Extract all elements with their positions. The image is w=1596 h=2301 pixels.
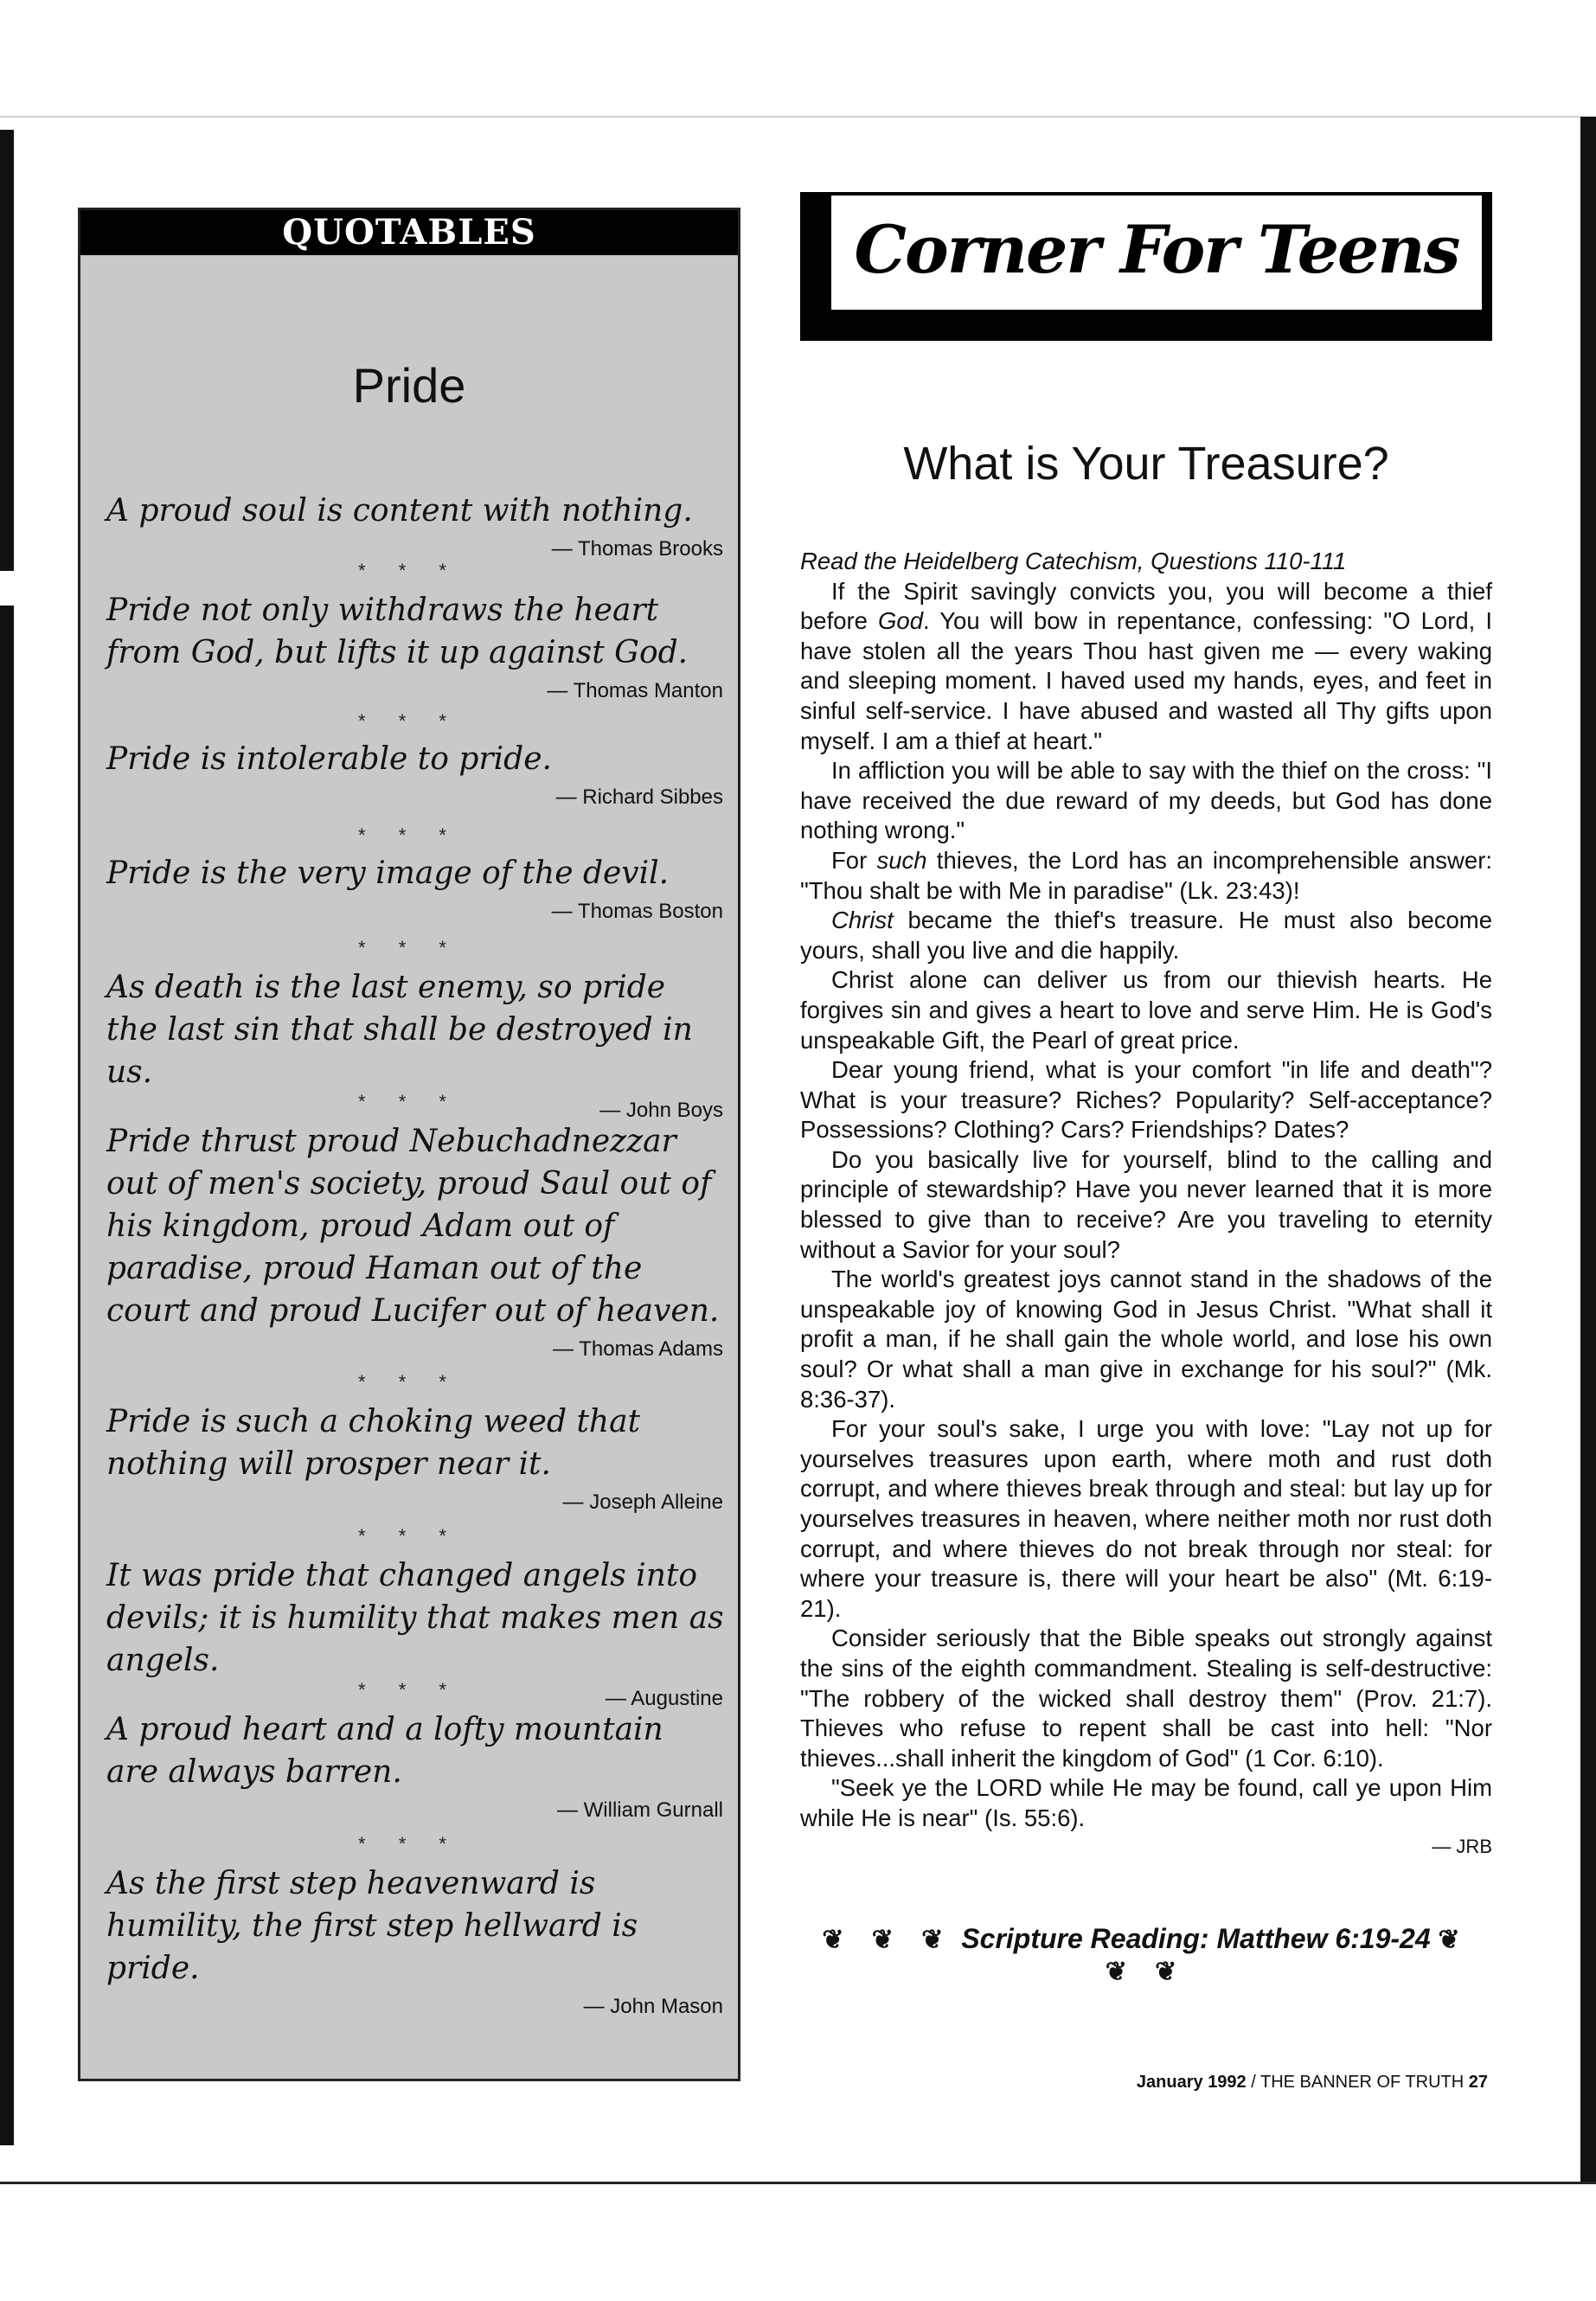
quote-author: — Joseph Alleine	[562, 1490, 723, 1514]
separator-stars: * * *	[358, 710, 460, 732]
quote-author: — John Boys	[599, 1099, 723, 1122]
page-number: 27	[1468, 2073, 1488, 2092]
teens-header-title: Corner For Teens	[854, 211, 1459, 288]
article-paragraph: For your soul's sake, I urge you with love: "Lay not up for yourselves treasures upon earth, where moth and rust doth corrupt, and where thieves break through and steal: but lay up for yourselves treasures in heaven, where neither moth nor rust doth corrupt, and where thieves do not break through nor steal: for where your treasure is, there will your heart be also" (Mt. 6:19-21).	[800, 1415, 1492, 1622]
footer-date: January 1992	[1136, 2073, 1247, 2092]
quote-author: — Thomas Manton	[547, 679, 723, 702]
article-paragraph: Christ alone can deliver us from our thievish hearts. He forgives sin and gives a heart to love and serve Him. He is God's unspeakable Gift, the Pearl of great price.	[800, 966, 1492, 1054]
article-paragraph: For such thieves, the Lord has an incomprehensible answer: "Thou shalt be with Me in paradise" (Lk. 23:43)!	[800, 846, 1492, 904]
quote	[106, 738, 725, 810]
quote-text: A proud heart and a lofty mountain are always barren.	[106, 1712, 663, 1790]
quote-text: As the first step heavenward is humility, the first step hellward is pride.	[106, 1866, 638, 1986]
separator-stars: * * *	[358, 560, 460, 581]
scripture-reading-text: Scripture Reading: Matthew 6:19-24	[961, 1923, 1431, 1954]
quotables-box	[78, 208, 740, 2081]
quote-author: — Thomas Boston	[551, 900, 723, 923]
separator-stars: * * *	[358, 1525, 460, 1547]
quote-author: — William Gurnall	[556, 1798, 723, 1822]
article-body	[800, 547, 1492, 1834]
scan-edge-gap	[0, 571, 14, 606]
page-footer	[1137, 2073, 1488, 2093]
separator-stars: * * *	[358, 937, 460, 958]
separator-stars: * * *	[358, 1371, 460, 1393]
quote-text: As death is the last enemy, so pride the last sin that shall be destroyed in us.	[106, 970, 693, 1090]
article-paragraph: Consider seriously that the Bible speaks out strongly against the sins of the eighth commandment. Stealing is self-destructive: "The robbery of the wicked shall destroy them" (Prov. 21:7). Thieves who refuse to repent shall be cast into hell: "Nor thieves...shall inherit the kingdom of God" (1 Cor. 6:10).	[800, 1625, 1492, 1772]
quote-author: — Thomas Adams	[553, 1337, 723, 1361]
scan-edge-left	[0, 130, 14, 2145]
quote	[106, 1862, 725, 2019]
separator-stars: * * *	[358, 1679, 460, 1701]
quote-author: — John Mason	[583, 1995, 723, 2018]
quote-author: — Augustine	[605, 1687, 723, 1710]
article-paragraph: Dear young friend, what is your comfort "in life and death"? What is your treasure? Riches? Popularity? Self-acceptance? Possessions? Clothing? Cars? Friendships? Dates?	[800, 1056, 1492, 1144]
quote-text: It was pride that changed angels into devils; it is humility that makes men as angels.	[106, 1558, 724, 1678]
quote	[106, 1400, 725, 1515]
quote-text: Pride is intolerable to pride.	[106, 741, 552, 777]
article-paragraph: The world's greatest joys cannot stand in the shadows of the unspeakable joy of knowing God in Jesus Christ. "What shall it profit a man, if he shall gain the whole world, and lose his own soul? Or what shall a man give in exchange for his soul?" (Mk. 8:36-37).	[800, 1266, 1492, 1413]
article-paragraph: In affliction you will be able to say with the thief on the cross: "I have received the due reward of my deeds, but God has done nothing wrong."	[800, 757, 1492, 844]
quote-author: — Richard Sibbes	[555, 785, 723, 809]
scripture-reading	[800, 1923, 1492, 1987]
quotables-title: Pride	[352, 358, 466, 413]
separator-stars: * * *	[358, 1091, 460, 1112]
quote	[106, 1708, 725, 1823]
article-paragraph: "Seek ye the LORD while He may be found, call ye upon Him while He is near" (Is. 55:6).	[800, 1774, 1492, 1831]
reading-reference: Read the Heidelberg Catechism, Questions 110-111	[800, 548, 1347, 574]
quote	[106, 852, 725, 924]
quote-text: Pride is such a choking weed that nothing will prosper near it.	[106, 1404, 641, 1482]
article-paragraph: Do you basically live for yourself, blind to the calling and principle of stewardship? Have you never learned that it is more blessed to give than to receive? Are you traveling to eternity without a Savior for your soul?	[800, 1145, 1492, 1263]
quote-text: Pride not only withdraws the heart from God, but lifts it up against God.	[106, 593, 689, 670]
author-signature: — JRB	[1432, 1836, 1492, 1857]
quote	[106, 589, 725, 703]
leaf-ornament-icon: ❦ ❦ ❦	[822, 1926, 954, 1954]
teens-header-box	[828, 192, 1485, 313]
leaf-ornament-icon: ❦ ❦ ❦	[1105, 1926, 1471, 1986]
scan-edge-right	[1580, 117, 1596, 2184]
footer-publication: / THE BANNER OF TRUTH	[1246, 2073, 1469, 2092]
quote	[106, 490, 725, 561]
quote-text: Pride thrust proud Nebuchadnezzar out of men's society, proud Saul out of his kingdom, proud Adam out of paradise, proud Haman out of the court and proud Lucifer out of heaven.	[106, 1124, 720, 1329]
article-title: What is Your Treasure?	[903, 438, 1389, 490]
bottom-rule	[0, 2182, 1596, 2184]
article-paragraph: If the Spirit savingly convicts you, you will become a thief before God. You will bow in repentance, confessing: "O Lord, I have stolen all the years Thou hast given me — every waking and sleeping moment. I haved used my hands, eyes, and feet in sinful self-service. I have abused and wasted all Thy gifts upon myself. I am a thief at heart."	[800, 577, 1493, 754]
separator-stars: * * *	[358, 1833, 460, 1855]
quote	[106, 1120, 725, 1362]
quote-text: A proud soul is content with nothing.	[106, 493, 693, 529]
top-rule	[0, 116, 1596, 118]
quote-text: Pride is the very image of the devil.	[106, 856, 670, 891]
quotables-header: QUOTABLES	[80, 210, 738, 255]
article-paragraph: Christ became the thief's treasure. He must also become yours, shall you live and die happily.	[800, 907, 1492, 964]
separator-stars: * * *	[358, 824, 460, 846]
quote-author: — Thomas Brooks	[551, 537, 723, 561]
